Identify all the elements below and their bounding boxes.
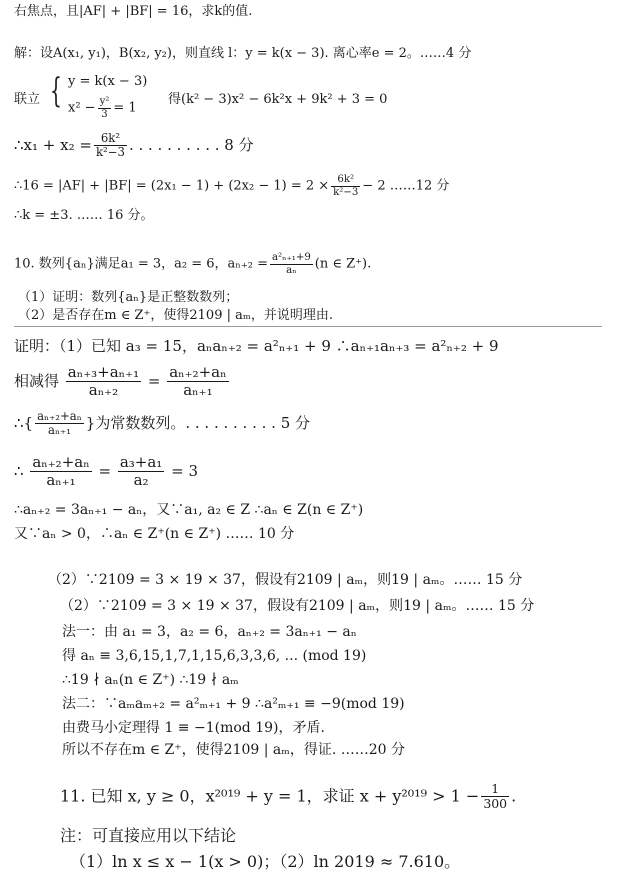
mod-sequence: 得 aₙ ≡ 3,6,15,1,7,1,15,6,3,3,6, ... (mod 19) (62, 648, 367, 664)
focal-distance-sum: ∴16 = |AF| + |BF| = (2x₁ − 1) + (2x₂ − 1) = 2 × $\frac{\text{6k²}}{\text{k²−3}}$ − 2 ……12 分 (14, 174, 450, 198)
q10-stem: 10. 数列{aₙ}满足a₁ = 3，a₂ = 6，aₙ₊₂ = $\frac{\text{a²ₙ₊₁+9}}{\text{aₙ}}$ (n ∈ Z⁺). (14, 252, 372, 276)
system-brace: { (50, 71, 62, 111)
proof-line-1: 证明：（1）已知 a₃ = 15，aₙaₙ₊₂ = a²ₙ₊₁ + 9 ∴aₙ₊₁aₙ₊₃ = a²ₙ₊₂ + 9 (14, 337, 499, 355)
part2-line-1: （2）∵2109 = 3 × 19 × 37，假设有2109 | aₘ，则19 | aₘ。…… 15 分 (48, 572, 523, 588)
q11-note: 注：可直接应用以下结论 (60, 826, 237, 845)
method-two: 法二：∵aₘaₘ₊₂ = a²ₘ₊₁ + 9 ∴a²ₘ₊₁ ≡ −9(mod 19) (62, 696, 405, 712)
sum-of-roots: ∴x₁ + x₂ = $\frac{\text{6k²}}{\text{k²−3}}$ . . . . . . . . . . 8 分 (14, 131, 254, 160)
fermat-line: 由费马小定理得 1 ≡ −1(mod 19)，矛盾. (62, 720, 325, 736)
q10-part-2: （2）是否存在m ∈ Z⁺，使得2109 | aₘ，并说明理由. (18, 308, 333, 323)
proof-ratio-value: ∴ $\frac{\text{aₙ₊₂+aₙ}}{\text{aₙ₊₁}}$ = $\frac{\text{a₃+a₁}}{\text{a₂}}$ = 3 (14, 453, 198, 490)
proof-positive: 又∵aₙ > 0，∴aₙ ∈ Z⁺(n ∈ Z⁺) …… 10 分 (14, 526, 295, 542)
system-eq-1: y = k(x − 3) (68, 74, 148, 89)
proof-constant-sequence: ∴{ $\frac{\text{aₙ₊₂+aₙ}}{\text{aₙ₊₁}}$ }为常数数列。. . . . . . . . . . 5 分 (14, 409, 311, 438)
quadratic-result: 得(k² − 3)x² − 6k²x + 9k² + 3 = 0 (168, 92, 388, 107)
q10-part-1: （1）证明：数列{aₙ}是正整数数列； (18, 290, 239, 305)
k-answer: ∴k = ±3. …… 16 分。 (14, 208, 154, 223)
conclusion: 所以不存在m ∈ Z⁺，使得2109 | aₘ，得证. ……20 分 (62, 742, 405, 758)
system-eq-2: x² − $\frac{\text{y²}}{3}$ = 1 (68, 96, 137, 120)
q11-facts: （1）ln x ≤ x − 1(x > 0)；（2）ln 2019 ≈ 7.610。 (70, 852, 461, 871)
problem-continuation: 右焦点，且|AF| + |BF| = 16，求k的值. (14, 4, 253, 19)
proof-recurrence: ∴aₙ₊₂ = 3aₙ₊₁ − aₙ，又∵a₁, a₂ ∈ Z ∴aₙ ∈ Z(n ∈ Z⁺) (14, 502, 364, 518)
section-divider (14, 326, 602, 327)
solution-line-1: 解：设A(x₁, y₁)，B(x₂, y₂)，则直线 l：y = k(x − 3). 离心率e = 2。……4 分 (14, 46, 472, 61)
proof-subtract: 相减得 $\frac{\text{aₙ₊₃+aₙ₊₁}}{\text{aₙ₊₂}}$ = $\frac{\text{aₙ₊₂+aₙ}}{\text{aₙ₊₁}}$ (14, 363, 227, 400)
method-one: 法一：由 a₁ = 3，a₂ = 6，aₙ₊₂ = 3aₙ₊₁ − aₙ (62, 624, 357, 640)
not-divisible: ∴19 ∤ aₙ(n ∈ Z⁺) ∴19 ∤ aₘ (62, 672, 239, 688)
simultaneous-label: 联立 (14, 92, 41, 107)
part2-line-2: （2）∵2109 = 3 × 19 × 37，假设有2109 | aₘ，则19 | aₘ。…… 15 分 (60, 598, 535, 614)
q11-stem: 11. 已知 x, y ≥ 0，x²⁰¹⁹ + y = 1，求证 x + y²⁰¹⁹ > 1 − $\frac{1}{300}$ . (60, 781, 517, 812)
